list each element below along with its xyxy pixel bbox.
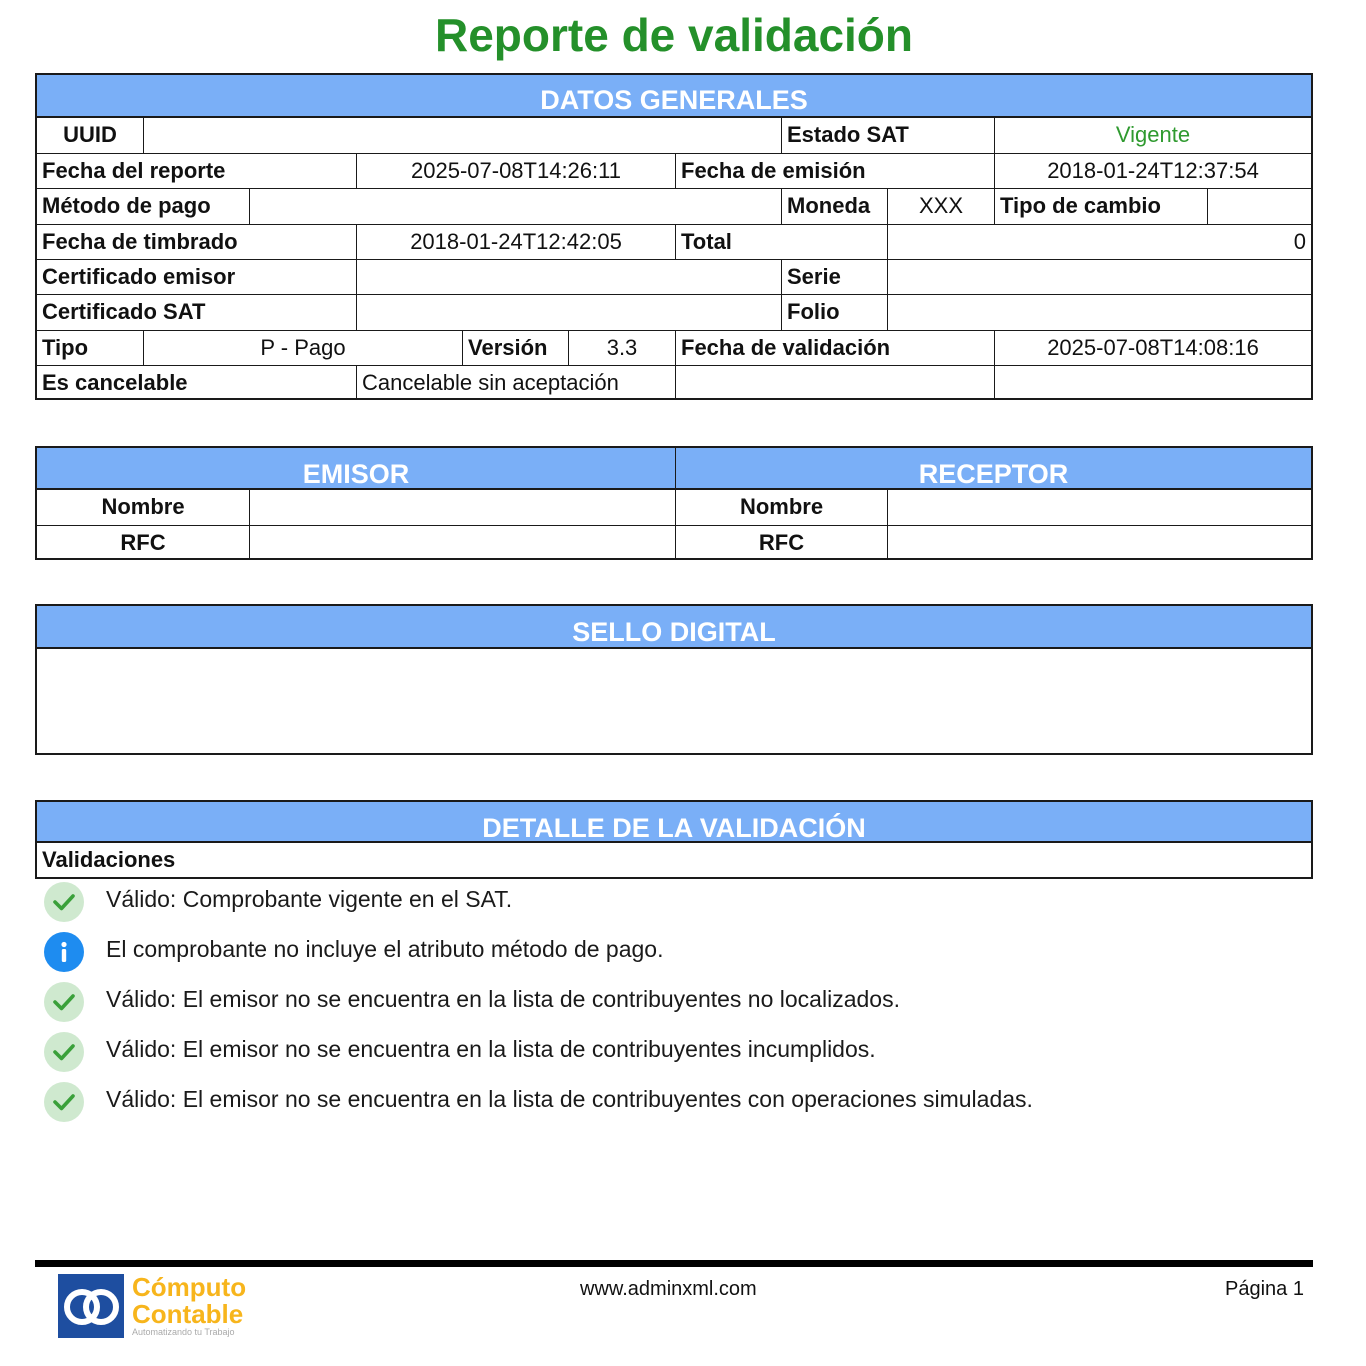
emisor-nombre-value	[249, 490, 675, 525]
validation-text: Válido: El emisor no se encuentra en la lista de contribuyentes con operaciones simuladas.	[106, 1086, 1033, 1112]
total-label: Total	[675, 224, 887, 259]
sello-digital-header: SELLO DIGITAL	[37, 606, 1311, 649]
metodo-pago-label: Método de pago	[37, 188, 249, 224]
datos-generales-header: DATOS GENERALES	[37, 75, 1311, 118]
receptor-header: RECEPTOR	[675, 448, 1311, 490]
estado-sat-value: Vigente	[994, 118, 1311, 153]
logo-line2: Contable	[132, 1299, 244, 1329]
check-icon	[44, 882, 84, 922]
uuid-label: UUID	[63, 122, 117, 147]
sello-digital-table	[35, 604, 1313, 755]
emisor-rfc-label: RFC	[37, 525, 249, 558]
cert-emisor-value	[356, 259, 781, 294]
emisor-rfc-value	[249, 525, 675, 558]
tipo-cambio-value	[1207, 188, 1311, 224]
validation-item	[40, 1078, 1300, 1128]
receptor-rfc-value	[887, 525, 1311, 558]
validation-text: Válido: Comprobante vigente en el SAT.	[106, 886, 513, 912]
detalle-validacion-table	[35, 800, 1313, 879]
total-value: 0	[887, 224, 1311, 259]
fecha-validacion-label: Fecha de validación	[675, 330, 994, 365]
report-title: Reporte de validación	[434, 9, 913, 61]
receptor-nombre-label: Nombre	[675, 490, 887, 525]
empty-cell	[675, 365, 994, 398]
sello-digital-value	[37, 649, 1311, 753]
fecha-emision-label: Fecha de emisión	[675, 153, 994, 188]
fecha-timbrado-value: 2018-01-24T12:42:05	[356, 224, 675, 259]
moneda-label: Moneda	[781, 188, 887, 224]
tipo-value: P - Pago	[143, 330, 462, 365]
validation-item	[40, 878, 1300, 928]
metodo-pago-value	[249, 188, 781, 224]
validation-text: El comprobante no incluye el atributo método de pago.	[106, 936, 664, 962]
emisor-nombre-label: Nombre	[101, 494, 185, 519]
check-icon	[44, 1032, 84, 1072]
page-number: Página 1	[1225, 1278, 1304, 1300]
cancelable-label: Es cancelable	[37, 365, 356, 398]
footer-url[interactable]: www.adminxml.com	[580, 1278, 757, 1300]
folio-label: Folio	[781, 294, 887, 330]
info-icon	[44, 932, 84, 972]
validation-item	[40, 978, 1300, 1028]
fecha-reporte-label: Fecha del reporte	[37, 153, 356, 188]
cert-emisor-label: Certificado emisor	[37, 259, 356, 294]
uuid-value	[143, 118, 781, 153]
validation-text: Válido: El emisor no se encuentra en la lista de contribuyentes incumplidos.	[106, 1036, 876, 1062]
version-label: Versión	[462, 330, 568, 365]
receptor-nombre-value	[887, 490, 1311, 525]
validation-list	[40, 878, 1300, 1128]
detalle-validacion-header: DETALLE DE LA VALIDACIÓN	[37, 802, 1311, 843]
validation-item	[40, 928, 1300, 978]
folio-value	[887, 294, 1311, 330]
check-icon	[44, 982, 84, 1022]
receptor-rfc-label: RFC	[675, 525, 887, 558]
check-icon	[44, 1082, 84, 1122]
tipo-label: Tipo	[37, 330, 143, 365]
estado-sat-label: Estado SAT	[781, 118, 994, 153]
logo-rings-icon	[58, 1274, 124, 1338]
cert-sat-label: Certificado SAT	[37, 294, 356, 330]
logo-tagline: Automatizando tu Trabajo	[132, 1327, 235, 1337]
fecha-validacion-value: 2025-07-08T14:08:16	[994, 330, 1311, 365]
cert-sat-value	[356, 294, 781, 330]
moneda-value: XXX	[887, 188, 994, 224]
empty-cell	[994, 365, 1311, 398]
validation-text: Válido: El emisor no se encuentra en la lista de contribuyentes no localizados.	[106, 986, 900, 1012]
datos-generales-table	[35, 73, 1313, 400]
emisor-receptor-table	[35, 446, 1313, 560]
tipo-cambio-label: Tipo de cambio	[994, 188, 1207, 224]
fecha-timbrado-label: Fecha de timbrado	[37, 224, 356, 259]
serie-value	[887, 259, 1311, 294]
fecha-emision-value: 2018-01-24T12:37:54	[994, 153, 1311, 188]
validaciones-label: Validaciones	[42, 847, 176, 872]
emisor-header: EMISOR	[37, 448, 675, 490]
version-value: 3.3	[568, 330, 675, 365]
serie-label: Serie	[781, 259, 887, 294]
cancelable-value: Cancelable sin aceptación	[356, 365, 675, 398]
fecha-reporte-value: 2025-07-08T14:26:11	[356, 153, 675, 188]
logo-line1: Cómputo	[132, 1272, 247, 1302]
validation-item	[40, 1028, 1300, 1078]
footer-divider	[35, 1260, 1313, 1267]
